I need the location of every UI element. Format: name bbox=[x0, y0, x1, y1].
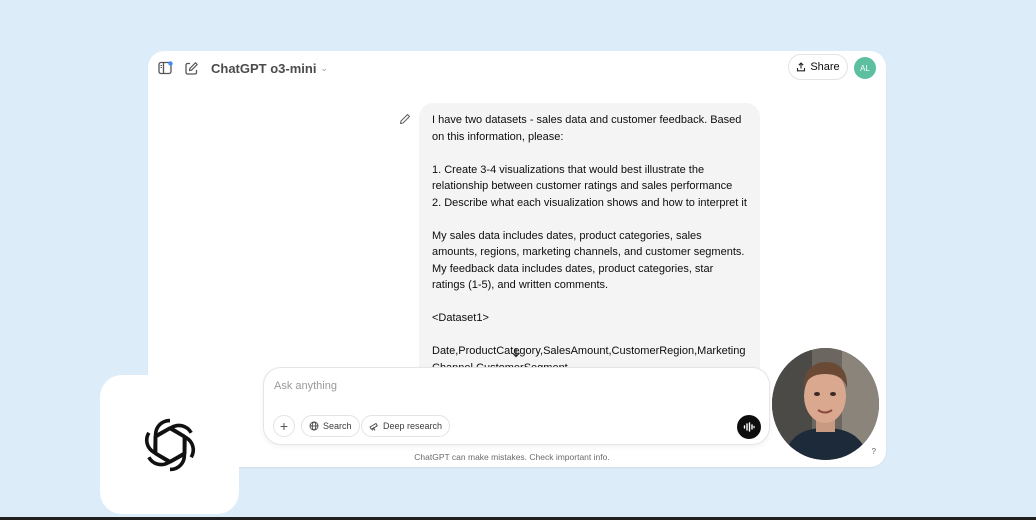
avatar-initials: AL bbox=[860, 63, 870, 73]
help-button[interactable]: ? bbox=[871, 447, 876, 456]
globe-icon bbox=[309, 421, 319, 431]
share-label: Share bbox=[810, 61, 840, 73]
message-paragraph: <Dataset1> bbox=[432, 312, 489, 324]
search-button[interactable] bbox=[301, 415, 360, 437]
voice-mode-button[interactable] bbox=[737, 415, 761, 439]
share-button[interactable] bbox=[788, 54, 848, 80]
presenter-image bbox=[772, 348, 879, 460]
telescope-icon bbox=[369, 421, 379, 431]
composer bbox=[263, 367, 770, 445]
model-name: ChatGPT o3-mini bbox=[211, 60, 317, 76]
header bbox=[148, 51, 886, 85]
edit-message-icon[interactable] bbox=[399, 112, 411, 124]
model-selector[interactable] bbox=[211, 59, 328, 77]
attach-button[interactable] bbox=[273, 415, 295, 437]
message-paragraph: I have two datasets - sales data and customer feedback. Based on this information, please: bbox=[432, 114, 745, 143]
message-paragraph: My sales data includes dates, product categories, sales amounts, regions, marketing channels, and customer segments. My feedback data includes dates, product categories, star ratings (1-5), and written comments. bbox=[432, 229, 748, 291]
scroll-down-button[interactable] bbox=[509, 345, 523, 359]
chevron-down-icon: ⌄ bbox=[320, 62, 328, 73]
prompt-input[interactable] bbox=[274, 377, 714, 395]
arrow-down-icon bbox=[511, 347, 521, 358]
deep-research-label: Deep research bbox=[383, 421, 443, 431]
disclaimer: ChatGPT can make mistakes. Check important info. bbox=[414, 452, 610, 462]
new-chat-icon[interactable] bbox=[183, 60, 199, 76]
message-paragraph: Date,ProductCategory,SalesAmount,CustomerRegion,Marketing bbox=[432, 345, 746, 357]
webcam-overlay bbox=[772, 348, 879, 460]
message-paragraph: 1. Create 3-4 visualizations that would best illustrate the relationship between customer ratings and sales performance 2. Describe what each visualization shows and how to interpret it bbox=[432, 163, 747, 209]
plus-icon: + bbox=[279, 418, 289, 434]
deep-research-button[interactable] bbox=[361, 415, 450, 437]
avatar[interactable] bbox=[854, 57, 876, 79]
voice-wave-icon bbox=[743, 422, 755, 432]
sidebar-toggle-icon[interactable] bbox=[157, 60, 173, 76]
share-icon bbox=[796, 62, 806, 72]
openai-logo-tile bbox=[100, 375, 239, 514]
search-label: Search bbox=[323, 421, 352, 431]
openai-logo-icon bbox=[134, 409, 206, 481]
